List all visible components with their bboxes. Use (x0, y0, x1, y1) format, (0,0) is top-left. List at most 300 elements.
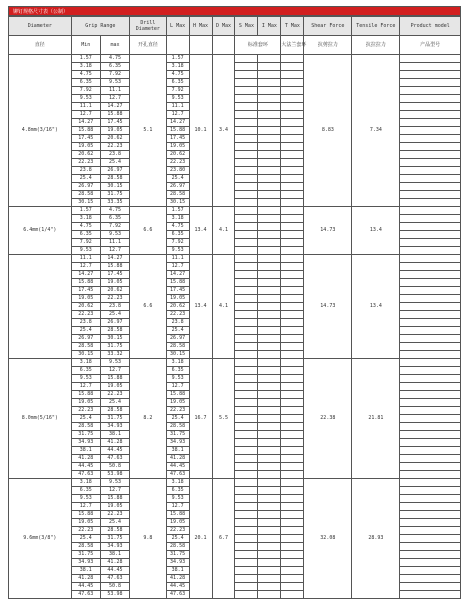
t-max-cell (281, 159, 304, 167)
shear-cell: 22.38 (304, 359, 352, 479)
h-max-cell: 20.1 (189, 479, 212, 599)
l-max-cell: 30.15 (166, 199, 189, 207)
l-max-cell: 47.63 (166, 471, 189, 479)
s-max-cell (235, 447, 258, 455)
i-max-cell (258, 399, 281, 407)
t-max-cell (281, 383, 304, 391)
sub-drill: 开孔直径 (130, 36, 167, 55)
s-max-cell (235, 279, 258, 287)
grip-min-cell: 9.53 (71, 95, 100, 103)
model-cell (400, 191, 461, 199)
grip-min-cell: 34.93 (71, 439, 100, 447)
t-max-cell (281, 247, 304, 255)
table-body (9, 55, 461, 599)
i-max-cell (258, 335, 281, 343)
i-max-cell (258, 143, 281, 151)
model-cell (400, 487, 461, 495)
i-max-cell (258, 207, 281, 215)
t-max-cell (281, 351, 304, 359)
model-cell (400, 351, 461, 359)
grip-min-cell: 17.45 (71, 287, 100, 295)
table-row (9, 255, 461, 263)
t-max-cell (281, 583, 304, 591)
i-max-cell (258, 279, 281, 287)
i-max-cell (258, 327, 281, 335)
grip-max-cell: 4.75 (100, 207, 129, 215)
model-cell (400, 343, 461, 351)
model-cell (400, 407, 461, 415)
grip-max-cell: 9.53 (100, 479, 129, 487)
t-max-cell (281, 95, 304, 103)
i-max-cell (258, 87, 281, 95)
i-max-cell (258, 111, 281, 119)
grip-min-cell: 22.23 (71, 311, 100, 319)
s-max-cell (235, 575, 258, 583)
i-max-cell (258, 439, 281, 447)
grip-max-cell: 33.35 (100, 199, 129, 207)
h-max-cell: 16.7 (189, 359, 212, 479)
l-max-cell: 12.7 (166, 503, 189, 511)
t-max-cell (281, 239, 304, 247)
t-max-cell (281, 327, 304, 335)
t-max-cell (281, 223, 304, 231)
sub-tensile: 抗拉拉力 (352, 36, 400, 55)
s-max-cell (235, 79, 258, 87)
col-tensile-force: Tensile Force (352, 17, 400, 36)
i-max-cell (258, 247, 281, 255)
grip-min-cell: 1.57 (71, 207, 100, 215)
s-max-cell (235, 375, 258, 383)
i-max-cell (258, 255, 281, 263)
s-max-cell (235, 399, 258, 407)
grip-min-cell: 23.8 (71, 319, 100, 327)
grip-min-cell: 44.45 (71, 463, 100, 471)
i-max-cell (258, 319, 281, 327)
grip-max-cell: 30.15 (100, 183, 129, 191)
col-d-max: D Max (212, 17, 235, 36)
t-max-cell (281, 527, 304, 535)
grip-max-cell: 9.53 (100, 359, 129, 367)
col-i-max: I Max (258, 17, 281, 36)
l-max-cell: 31.75 (166, 431, 189, 439)
s-max-cell (235, 271, 258, 279)
l-max-cell: 9.53 (166, 495, 189, 503)
s-max-cell (235, 527, 258, 535)
grip-min-cell: 17.45 (71, 135, 100, 143)
grip-max-cell: 19.05 (100, 279, 129, 287)
s-max-cell (235, 487, 258, 495)
t-max-cell (281, 231, 304, 239)
diameter-cell: 4.8mm(3/16") (9, 55, 72, 207)
s-max-cell (235, 583, 258, 591)
grip-max-cell: 28.58 (100, 527, 129, 535)
model-cell (400, 455, 461, 463)
l-max-cell: 6.35 (166, 231, 189, 239)
s-max-cell (235, 551, 258, 559)
t-max-cell (281, 119, 304, 127)
grip-max-cell: 26.97 (100, 167, 129, 175)
grip-max-cell: 41.28 (100, 439, 129, 447)
i-max-cell (258, 223, 281, 231)
s-max-cell (235, 119, 258, 127)
i-max-cell (258, 567, 281, 575)
tensile-cell: 13.4 (352, 207, 400, 255)
s-max-cell (235, 567, 258, 575)
tensile-cell: 13.4 (352, 255, 400, 359)
grip-min-cell: 6.35 (71, 487, 100, 495)
t-max-cell (281, 415, 304, 423)
grip-min-cell: 34.93 (71, 559, 100, 567)
grip-min-cell: 15.88 (71, 511, 100, 519)
model-cell (400, 127, 461, 135)
grip-min-cell: 12.7 (71, 263, 100, 271)
s-max-cell (235, 231, 258, 239)
grip-max-cell: 12.7 (100, 367, 129, 375)
l-max-cell: 19.05 (166, 295, 189, 303)
s-max-cell (235, 471, 258, 479)
i-max-cell (258, 367, 281, 375)
i-max-cell (258, 527, 281, 535)
grip-max-cell: 14.27 (100, 103, 129, 111)
table-row (9, 359, 461, 367)
model-cell (400, 167, 461, 175)
grip-min-cell: 11.1 (71, 255, 100, 263)
model-cell (400, 87, 461, 95)
i-max-cell (258, 239, 281, 247)
grip-min-cell: 9.53 (71, 495, 100, 503)
grip-max-cell: 31.75 (100, 535, 129, 543)
grip-min-cell: 30.15 (71, 351, 100, 359)
l-max-cell: 28.58 (166, 191, 189, 199)
i-max-cell (258, 175, 281, 183)
i-max-cell (258, 303, 281, 311)
grip-max-cell: 38.1 (100, 551, 129, 559)
l-max-cell: 12.7 (166, 263, 189, 271)
s-max-cell (235, 351, 258, 359)
l-max-cell: 9.53 (166, 375, 189, 383)
l-max-cell: 44.45 (166, 463, 189, 471)
s-max-cell (235, 543, 258, 551)
s-max-cell (235, 303, 258, 311)
grip-min-cell: 19.05 (71, 295, 100, 303)
s-max-cell (235, 223, 258, 231)
model-cell (400, 399, 461, 407)
model-cell (400, 207, 461, 215)
l-max-cell: 30.15 (166, 351, 189, 359)
i-max-cell (258, 375, 281, 383)
grip-min-cell: 14.27 (71, 271, 100, 279)
grip-max-cell: 30.15 (100, 335, 129, 343)
l-max-cell: 6.35 (166, 487, 189, 495)
i-max-cell (258, 543, 281, 551)
s-max-cell (235, 591, 258, 599)
l-max-cell: 22.23 (166, 407, 189, 415)
grip-max-cell: 41.28 (100, 559, 129, 567)
grip-max-cell: 28.58 (100, 175, 129, 183)
drill-cell: 9.8 (130, 479, 167, 599)
l-max-cell: 19.05 (166, 143, 189, 151)
i-max-cell (258, 463, 281, 471)
d-max-cell: 6.7 (212, 479, 235, 599)
grip-max-cell: 22.23 (100, 295, 129, 303)
l-max-cell: 28.58 (166, 543, 189, 551)
tensile-cell: 21.81 (352, 359, 400, 479)
grip-min-cell: 25.4 (71, 535, 100, 543)
model-cell (400, 591, 461, 599)
model-cell (400, 247, 461, 255)
l-max-cell: 6.35 (166, 79, 189, 87)
t-max-cell (281, 447, 304, 455)
s-max-cell (235, 239, 258, 247)
shear-cell: 14.73 (304, 255, 352, 359)
sub-model: 产品型号 (400, 36, 461, 55)
i-max-cell (258, 151, 281, 159)
l-max-cell: 3.18 (166, 479, 189, 487)
grip-max-cell: 12.7 (100, 95, 129, 103)
s-max-cell (235, 247, 258, 255)
grip-min-cell: 25.4 (71, 175, 100, 183)
model-cell (400, 375, 461, 383)
t-max-cell (281, 543, 304, 551)
grip-min-cell: 38.1 (71, 447, 100, 455)
t-max-cell (281, 567, 304, 575)
t-max-cell (281, 375, 304, 383)
model-cell (400, 567, 461, 575)
grip-max-cell: 50.8 (100, 463, 129, 471)
spec-table (8, 16, 461, 599)
drill-cell: 8.2 (130, 359, 167, 479)
shear-cell: 8.83 (304, 55, 352, 207)
grip-max-cell: 19.05 (100, 503, 129, 511)
s-max-cell (235, 151, 258, 159)
t-max-cell (281, 511, 304, 519)
t-max-cell (281, 87, 304, 95)
diameter-cell: 8.0mm(5/16") (9, 359, 72, 479)
col-drill-diameter: Drill Diameter (130, 17, 167, 36)
i-max-cell (258, 383, 281, 391)
l-max-cell: 17.45 (166, 287, 189, 295)
grip-max-cell: 11.1 (100, 239, 129, 247)
model-cell (400, 543, 461, 551)
d-max-cell: 4.1 (212, 207, 235, 255)
model-cell (400, 439, 461, 447)
i-max-cell (258, 479, 281, 487)
s-max-cell (235, 255, 258, 263)
s-max-cell (235, 407, 258, 415)
model-cell (400, 63, 461, 71)
i-max-cell (258, 159, 281, 167)
model-cell (400, 495, 461, 503)
grip-min-cell: 19.05 (71, 399, 100, 407)
t-max-cell (281, 191, 304, 199)
grip-min-cell: 9.53 (71, 247, 100, 255)
model-cell (400, 423, 461, 431)
l-max-cell: 44.45 (166, 583, 189, 591)
l-max-cell: 3.18 (166, 359, 189, 367)
model-cell (400, 391, 461, 399)
s-max-cell (235, 135, 258, 143)
grip-min-cell: 7.92 (71, 239, 100, 247)
diameter-cell (9, 255, 72, 359)
t-max-cell (281, 287, 304, 295)
s-max-cell (235, 311, 258, 319)
grip-max-cell: 28.58 (100, 407, 129, 415)
t-max-cell (281, 463, 304, 471)
s-max-cell (235, 463, 258, 471)
t-max-cell (281, 167, 304, 175)
t-max-cell (281, 319, 304, 327)
s-max-cell (235, 87, 258, 95)
grip-max-cell: 6.35 (100, 63, 129, 71)
grip-min-cell: 25.4 (71, 415, 100, 423)
model-cell (400, 447, 461, 455)
col-h-max: H Max (189, 17, 212, 36)
h-max-cell: 13.4 (189, 255, 212, 359)
shear-cell: 14.73 (304, 207, 352, 255)
tensile-cell: 7.34 (352, 55, 400, 207)
i-max-cell (258, 583, 281, 591)
t-max-cell (281, 407, 304, 415)
t-max-cell (281, 487, 304, 495)
i-max-cell (258, 511, 281, 519)
s-max-cell (235, 63, 258, 71)
l-max-cell: 14.27 (166, 271, 189, 279)
t-max-cell (281, 343, 304, 351)
h-max-cell: 10.1 (189, 55, 212, 207)
l-max-cell: 15.88 (166, 511, 189, 519)
model-cell (400, 55, 461, 63)
grip-min-cell: 15.88 (71, 279, 100, 287)
l-max-cell: 31.75 (166, 551, 189, 559)
grip-max-cell: 20.62 (100, 287, 129, 295)
model-cell (400, 359, 461, 367)
i-max-cell (258, 271, 281, 279)
grip-max-cell: 25.4 (100, 311, 129, 319)
i-max-cell (258, 79, 281, 87)
i-max-cell (258, 551, 281, 559)
t-max-cell (281, 207, 304, 215)
grip-min-cell: 47.63 (71, 471, 100, 479)
grip-max-cell: 31.75 (100, 343, 129, 351)
l-max-cell: 22.23 (166, 159, 189, 167)
grip-min-cell: 31.75 (71, 551, 100, 559)
d-max-cell: 5.5 (212, 359, 235, 479)
i-max-cell (258, 471, 281, 479)
model-cell (400, 471, 461, 479)
i-max-cell (258, 455, 281, 463)
grip-max-cell: 22.23 (100, 391, 129, 399)
t-max-cell (281, 263, 304, 271)
grip-min-cell: 12.7 (71, 503, 100, 511)
col-l-max: L Max (166, 17, 189, 36)
grip-min-cell: 12.7 (71, 383, 100, 391)
l-max-cell: 41.28 (166, 575, 189, 583)
grip-max-cell: 7.92 (100, 223, 129, 231)
grip-max-cell: 20.62 (100, 135, 129, 143)
grip-min-cell: 14.27 (71, 119, 100, 127)
i-max-cell (258, 95, 281, 103)
i-max-cell (258, 487, 281, 495)
model-cell (400, 223, 461, 231)
model-cell (400, 463, 461, 471)
model-cell (400, 535, 461, 543)
header-row (9, 17, 461, 36)
model-cell (400, 135, 461, 143)
i-max-cell (258, 391, 281, 399)
grip-max-cell: 12.7 (100, 487, 129, 495)
grip-max-cell: 15.88 (100, 375, 129, 383)
grip-max-cell: 33.32 (100, 351, 129, 359)
grip-min-cell: 28.58 (71, 191, 100, 199)
s-max-cell (235, 183, 258, 191)
i-max-cell (258, 103, 281, 111)
i-max-cell (258, 287, 281, 295)
l-max-cell: 23.8 (166, 319, 189, 327)
s-max-cell (235, 95, 258, 103)
grip-max-cell: 31.75 (100, 191, 129, 199)
grip-max-cell: 23.8 (100, 151, 129, 159)
sub-grip-min: Min (71, 36, 100, 55)
model-cell (400, 295, 461, 303)
model-cell (400, 111, 461, 119)
drill-cell: 5.1 (130, 55, 167, 207)
s-max-cell (235, 263, 258, 271)
s-max-cell (235, 479, 258, 487)
i-max-cell (258, 55, 281, 63)
l-max-cell: 17.45 (166, 135, 189, 143)
model-cell (400, 335, 461, 343)
model-cell (400, 95, 461, 103)
model-cell (400, 367, 461, 375)
grip-min-cell: 4.75 (71, 71, 100, 79)
grip-min-cell: 6.35 (71, 367, 100, 375)
grip-min-cell: 19.05 (71, 143, 100, 151)
s-max-cell (235, 71, 258, 79)
s-max-cell (235, 439, 258, 447)
drill-cell: 6.6 (130, 207, 167, 255)
grip-min-cell: 38.1 (71, 567, 100, 575)
s-max-cell (235, 103, 258, 111)
l-max-cell: 7.92 (166, 87, 189, 95)
i-max-cell (258, 423, 281, 431)
i-max-cell (258, 447, 281, 455)
grip-min-cell: 22.23 (71, 407, 100, 415)
t-max-cell (281, 455, 304, 463)
i-max-cell (258, 311, 281, 319)
l-max-cell: 3.18 (166, 215, 189, 223)
t-max-cell (281, 503, 304, 511)
s-max-cell (235, 111, 258, 119)
l-max-cell: 34.93 (166, 439, 189, 447)
grip-max-cell: 34.93 (100, 543, 129, 551)
s-max-cell (235, 327, 258, 335)
model-cell (400, 239, 461, 247)
col-s-max: S Max (235, 17, 258, 36)
t-max-cell (281, 471, 304, 479)
s-max-cell (235, 167, 258, 175)
model-cell (400, 79, 461, 87)
grip-min-cell: 22.23 (71, 159, 100, 167)
model-cell (400, 143, 461, 151)
i-max-cell (258, 495, 281, 503)
grip-max-cell: 38.1 (100, 431, 129, 439)
t-max-cell (281, 559, 304, 567)
grip-max-cell: 11.1 (100, 87, 129, 95)
s-max-cell (235, 423, 258, 431)
i-max-cell (258, 559, 281, 567)
l-max-cell: 11.1 (166, 255, 189, 263)
table-row (9, 479, 461, 487)
